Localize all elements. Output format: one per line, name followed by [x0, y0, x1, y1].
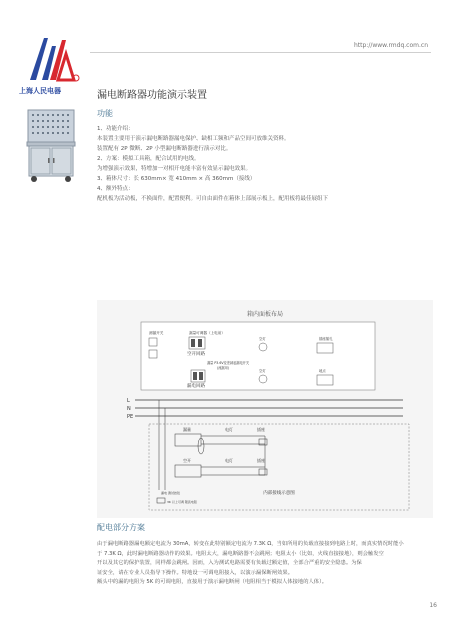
diagram-title: 箱内面板布局: [246, 311, 284, 318]
line-N-label: N: [127, 406, 131, 412]
row2-breaker-label: 空开: [183, 458, 191, 463]
leak-caption-2: (流漏用): [217, 366, 230, 370]
panel-wiring-diagram: [97, 300, 433, 518]
resistor-label: 3K 以上可调 限流电阻: [167, 500, 197, 504]
page-number: 16: [429, 602, 437, 609]
test-button-label: 漏电 测试按钮: [161, 491, 180, 495]
device-cabinet-image: [26, 108, 76, 184]
company-name: 上海人民电器: [19, 87, 61, 95]
row1-socket-label: 插座: [257, 427, 265, 432]
test-switch-label: 测漏开关: [149, 331, 164, 335]
config-line: 额头中的漏的电阻为 5K 的可调电阻，直接用于演示漏电断闸（电阻相当于模拟人体接地的人体）。: [97, 579, 328, 585]
company-logo: [22, 30, 82, 94]
config-line: 开以及其它的保护装置，同样都会跳闸。因而，入为测试电路需要有负载过额定值，全部合严重的安全隐患。为保: [97, 560, 362, 566]
function-line: 装置配有 2P 微断、2P 小型漏电断路器进行演示对比。: [97, 146, 232, 152]
row2-lamp-label: 电灯: [225, 458, 233, 463]
function-line: 为增强演示效果，特增加一对相开电能丰富有效显示漏电效果。: [97, 166, 252, 172]
line-L-label: L: [127, 398, 130, 404]
wiring-title: 内部接线示意图: [263, 491, 295, 496]
function-line: 1、功能介绍：: [97, 126, 134, 132]
page-title: 漏电断路器功能演示装置: [97, 90, 207, 101]
leak-caption: 漏量 P3.6V变差减起漏电开关: [207, 361, 250, 365]
header-divider: [90, 52, 431, 53]
lamp1-label: 空灯: [259, 337, 266, 341]
config-line: 于 7.3K Ω，此时漏电断路器动作的效果。电阻太大，漏电断路器不会跳闸；电阻太小（比如，火线直接接地），则会触发空: [97, 550, 384, 557]
function-line: 本装置主要用于演示漏电断路器漏电保护、缺相工频和产品空间可放维关资料。: [97, 136, 290, 142]
section-heading-config: 配电部分方案: [97, 523, 145, 532]
function-description: [97, 124, 433, 204]
function-line: 配机板为活动板，不换面件，配置便利。可自由面件在箱体上部展示板上，配用板将最佳展组下: [97, 196, 329, 202]
ground-label: 地点: [319, 369, 326, 373]
site-url[interactable]: http://www.rmdq.com.cn: [353, 42, 428, 49]
function-line: 3、箱体尺寸：长 630mm× 宽 410mm × 高 360mm（接线）: [97, 176, 256, 182]
line-PE-label: PE: [127, 414, 134, 420]
switch-group-label: 漏量可调器（上电前）: [189, 331, 225, 335]
lamp2-label: 空灯: [259, 369, 266, 373]
breaker-leak-label: 漏电回路: [187, 384, 205, 389]
config-line: 由于漏电断路器漏电额定电流为 30mA，转变在此特别额定电流为 7.3K Ω，当如所用的负载直接接到电路上时，而真实情况时能小: [97, 541, 404, 547]
function-line: 4、额外特点：: [97, 186, 134, 192]
config-description: [97, 540, 433, 588]
config-line: 证安全，请在专业人员指导下操作。特地设一可调电阻接入，以演示漏保断闸效果。: [97, 569, 293, 576]
section-heading-function: 功能: [97, 109, 113, 118]
row1-breaker-label: 漏量: [183, 427, 191, 432]
function-line: 2、方案：模拟工具箱，配合试用的电线。: [97, 156, 200, 162]
breaker-open-label: 空开回路: [187, 352, 205, 357]
socket-label: 插座插孔: [319, 337, 333, 341]
row1-lamp-label: 电灯: [225, 427, 233, 432]
row2-socket-label: 插座: [257, 458, 265, 463]
